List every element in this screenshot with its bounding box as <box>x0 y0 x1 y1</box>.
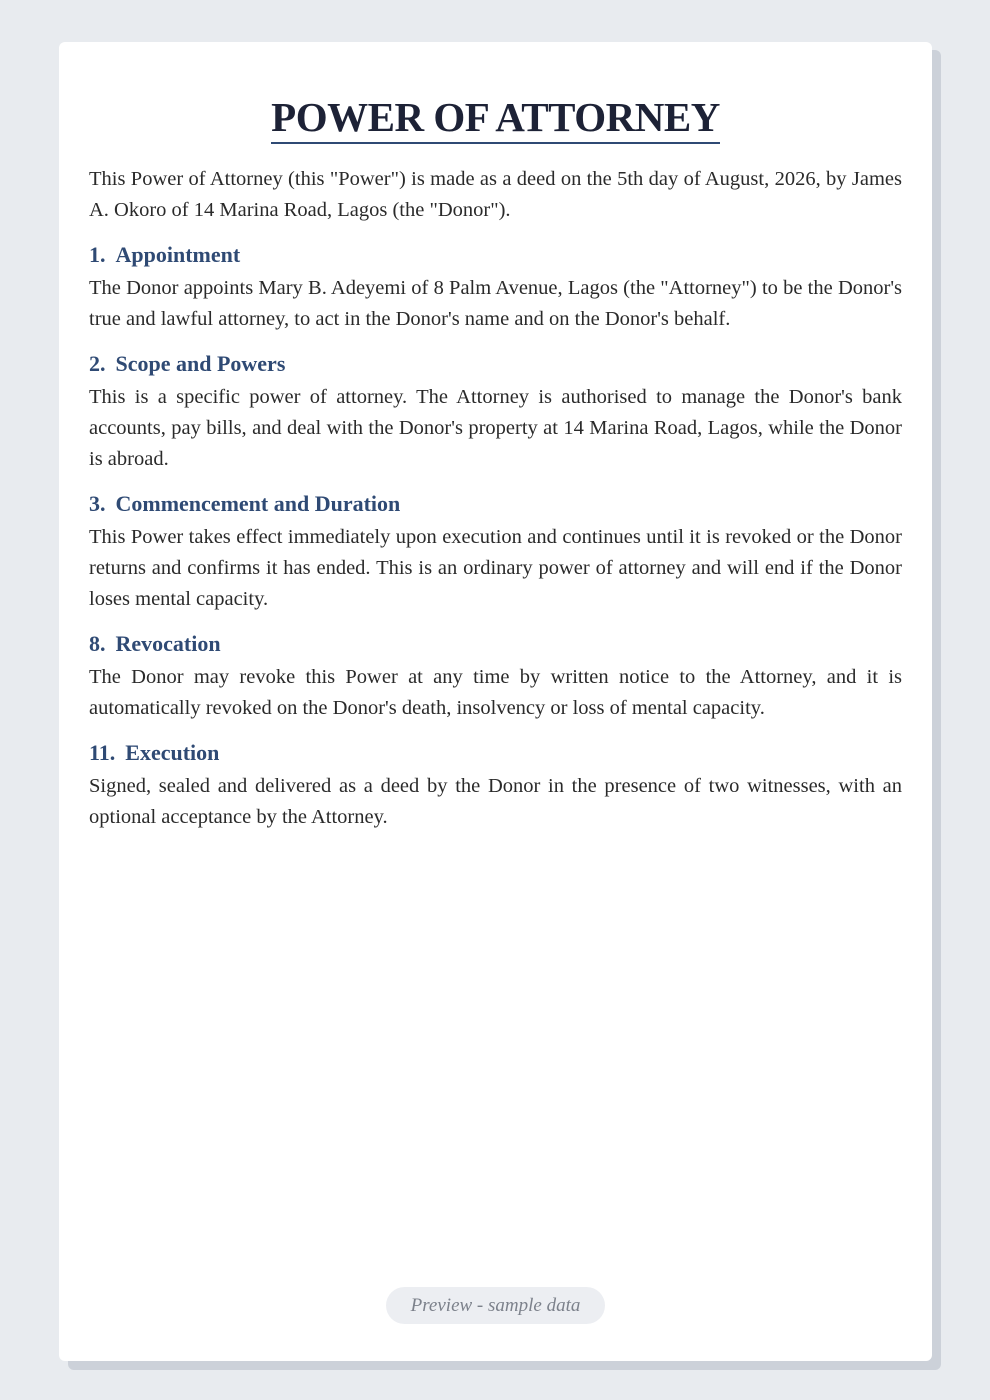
section-body: Signed, sealed and delivered as a deed by the Donor in the presence of two witnesses, with an optional acceptance by the Attorney. <box>89 775 902 828</box>
section-title: Scope and Powers <box>115 351 286 376</box>
section-revocation <box>89 629 902 724</box>
section-number: 2. <box>89 351 106 376</box>
section-commencement-and-duration <box>89 489 902 615</box>
section-title: Revocation <box>115 631 221 656</box>
document-title: POWER OF ATTORNEY <box>271 92 720 144</box>
section-body: This is a specific power of attorney. The Attorney is authorised to manage the Donor's bank accounts, pay bills, and deal with the Donor's property at 14 Marina Road, Lagos, while the Donor is abroad. <box>89 386 902 470</box>
section-body: The Donor may revoke this Power at any time by written notice to the Attorney, and it is automatically revoked on the Donor's death, insolvency or loss of mental capacity. <box>89 666 902 719</box>
section-body: This Power takes effect immediately upon execution and continues until it is revoked or the Donor returns and confirms it has ended. This is an ordinary power of attorney and will end if the Donor loses mental capacity. <box>89 526 902 610</box>
section-heading <box>89 240 902 270</box>
section-number: 11. <box>89 740 116 765</box>
section-appointment <box>89 240 902 335</box>
section-title: Commencement and Duration <box>115 491 401 516</box>
section-heading <box>89 489 902 519</box>
section-number: 1. <box>89 242 106 267</box>
section-heading <box>89 738 902 768</box>
preview-badge: Preview - sample data <box>386 1287 605 1324</box>
section-heading <box>89 349 902 379</box>
section-title: Execution <box>125 740 220 765</box>
section-heading <box>89 629 902 659</box>
intro-paragraph: This Power of Attorney (this "Power") is made as a deed on the 5th day of August, 2026, by James A. Okoro of 14 Marina Road, Lagos (the "Donor"). <box>89 168 902 221</box>
section-scope-and-powers <box>89 349 902 475</box>
document-page <box>59 42 932 1361</box>
section-number: 3. <box>89 491 106 516</box>
title-wrapper <box>89 92 902 144</box>
section-execution <box>89 738 902 833</box>
section-number: 8. <box>89 631 106 656</box>
section-title: Appointment <box>115 242 241 267</box>
section-body: The Donor appoints Mary B. Adeyemi of 8 Palm Avenue, Lagos (the "Attorney") to be the Donor's true and lawful attorney, to act in the Donor's name and on the Donor's behalf. <box>89 277 902 330</box>
